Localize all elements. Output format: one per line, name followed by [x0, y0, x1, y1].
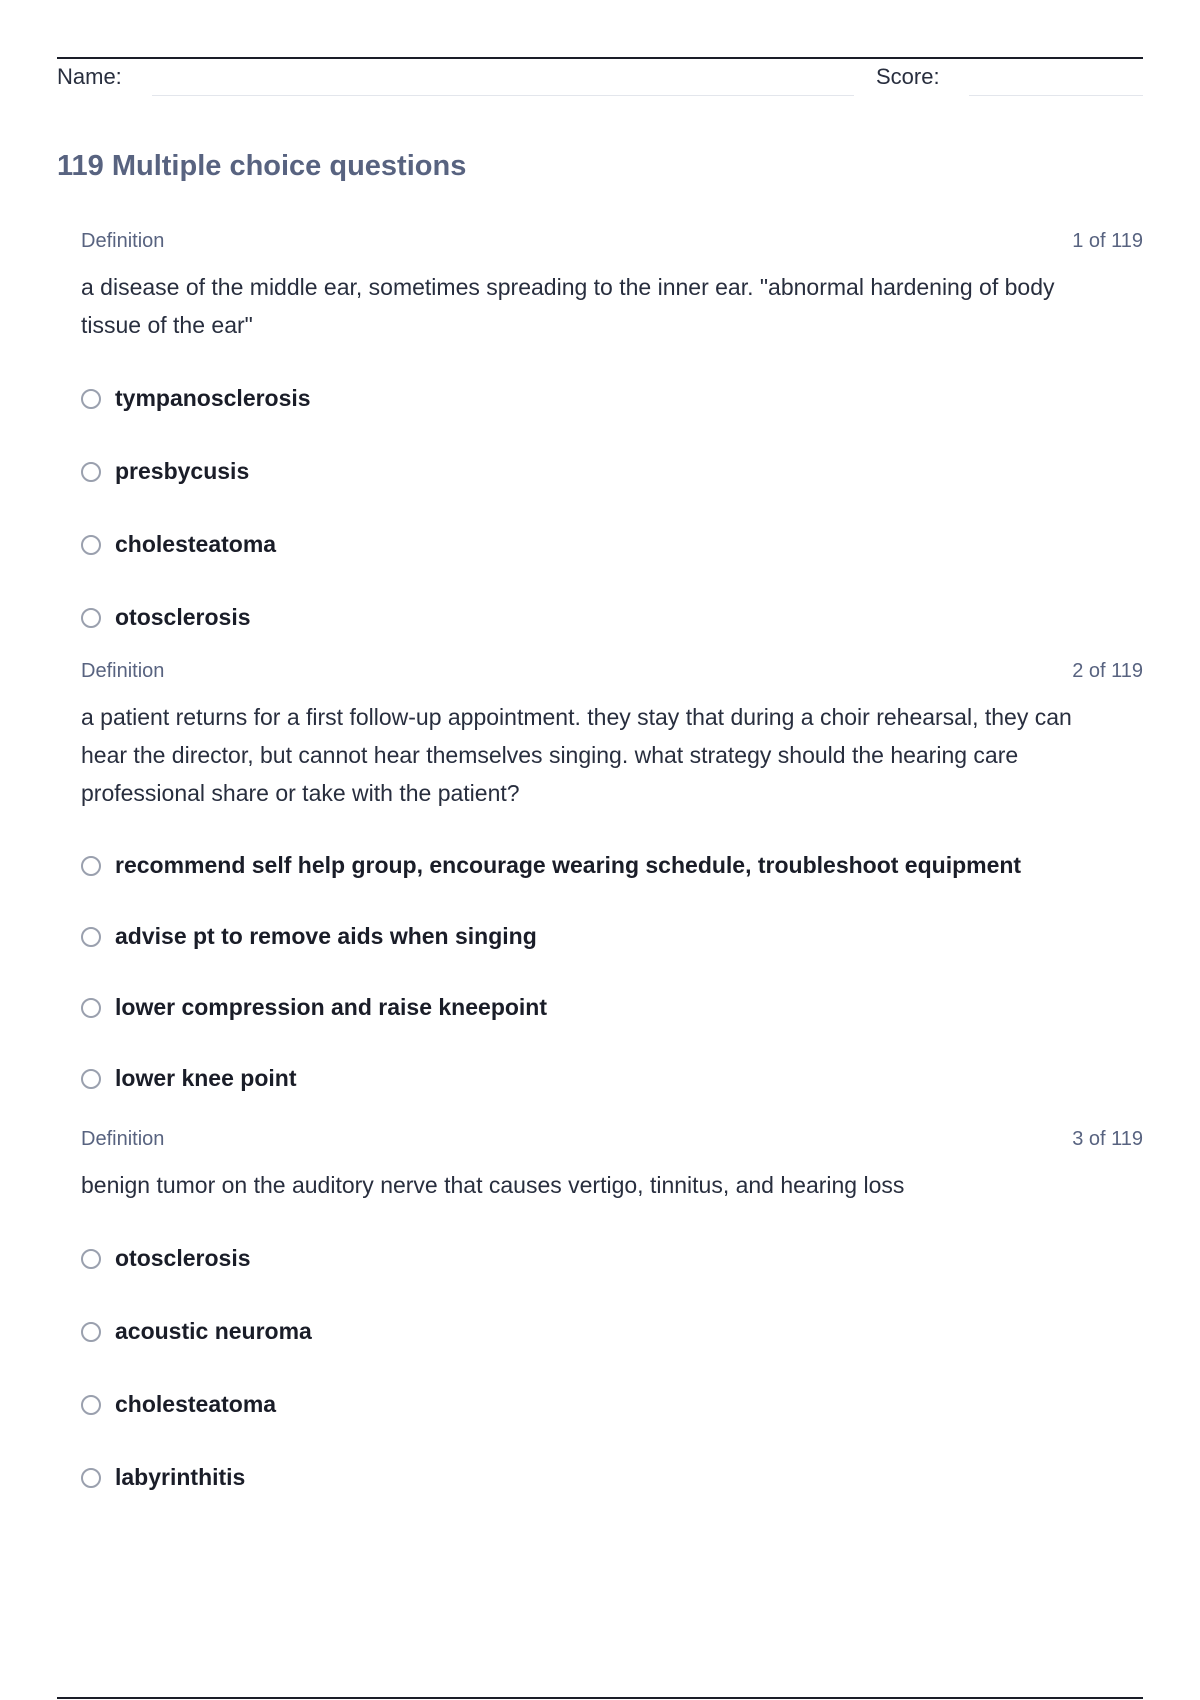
- question-1: [81, 230, 1143, 654]
- radio-button-icon[interactable]: [81, 1395, 101, 1415]
- radio-button-icon[interactable]: [81, 608, 101, 628]
- bottom-rule: [57, 1697, 1143, 1699]
- answer-option[interactable]: [81, 362, 1143, 435]
- question-prompt: benign tumor on the auditory nerve that causes vertigo, tinnitus, and hearing loss: [81, 1172, 905, 1198]
- answer-option[interactable]: [81, 1043, 1143, 1114]
- answer-option[interactable]: [81, 435, 1143, 508]
- answer-option[interactable]: [81, 830, 1143, 901]
- name-field[interactable]: [152, 95, 854, 96]
- name-label: Name:: [57, 64, 122, 89]
- option-label: cholesteatoma: [115, 1391, 277, 1417]
- option-label: advise pt to remove aids when singing: [115, 923, 537, 949]
- option-label: labyrinthitis: [115, 1464, 246, 1490]
- answer-option[interactable]: [81, 972, 1143, 1043]
- question-counter: 2 of 119: [1072, 660, 1143, 682]
- answer-options: [81, 830, 1143, 1114]
- answer-option[interactable]: [81, 1222, 1143, 1295]
- answer-option[interactable]: [81, 508, 1143, 581]
- radio-button-icon[interactable]: [81, 389, 101, 409]
- option-label: lower compression and raise kneepoint: [115, 994, 548, 1020]
- question-type: Definition: [81, 660, 165, 682]
- radio-button-icon[interactable]: [81, 927, 101, 947]
- question-counter: 3 of 119: [1072, 1128, 1143, 1150]
- score-field[interactable]: [969, 95, 1143, 96]
- top-rule: [57, 57, 1143, 59]
- radio-button-icon[interactable]: [81, 1468, 101, 1488]
- answer-option[interactable]: [81, 1368, 1143, 1441]
- name-score-row: [57, 62, 1143, 98]
- answer-option[interactable]: [81, 1295, 1143, 1368]
- option-label: otosclerosis: [115, 1245, 251, 1271]
- question-3: [81, 1128, 1143, 1514]
- page-title: 119 Multiple choice questions: [57, 150, 467, 182]
- option-label: tympanosclerosis: [115, 385, 311, 411]
- question-2: [81, 660, 1143, 1114]
- answer-options: [81, 1222, 1143, 1514]
- question-type: Definition: [81, 230, 165, 252]
- question-prompt: a disease of the middle ear, sometimes spreading to the inner ear. "abnormal hardening of body tissue of the ear": [81, 274, 1055, 338]
- option-label: lower knee point: [115, 1065, 297, 1091]
- question-header: [81, 660, 1143, 688]
- question-counter: 1 of 119: [1072, 230, 1143, 252]
- radio-button-icon[interactable]: [81, 1322, 101, 1342]
- option-label: otosclerosis: [115, 604, 251, 630]
- option-label: presbycusis: [115, 458, 250, 484]
- radio-button-icon[interactable]: [81, 1069, 101, 1089]
- radio-button-icon[interactable]: [81, 998, 101, 1018]
- question-header: [81, 1128, 1143, 1156]
- option-label: acoustic neuroma: [115, 1318, 312, 1344]
- score-label: Score:: [876, 64, 940, 89]
- option-label: recommend self help group, encourage wearing schedule, troubleshoot equipment: [115, 852, 1022, 878]
- answer-option[interactable]: [81, 581, 1143, 654]
- question-prompt: a patient returns for a first follow-up appointment. they stay that during a choir rehearsal, they can hear the director, but cannot hear themselves singing. what strategy should the hearing care professional share or take with the patient?: [81, 704, 1072, 806]
- radio-button-icon[interactable]: [81, 1249, 101, 1269]
- option-label: cholesteatoma: [115, 531, 277, 557]
- answer-options: [81, 362, 1143, 654]
- radio-button-icon[interactable]: [81, 856, 101, 876]
- radio-button-icon[interactable]: [81, 535, 101, 555]
- radio-button-icon[interactable]: [81, 462, 101, 482]
- question-header: [81, 230, 1143, 258]
- answer-option[interactable]: [81, 901, 1143, 972]
- answer-option[interactable]: [81, 1441, 1143, 1514]
- question-type: Definition: [81, 1128, 165, 1150]
